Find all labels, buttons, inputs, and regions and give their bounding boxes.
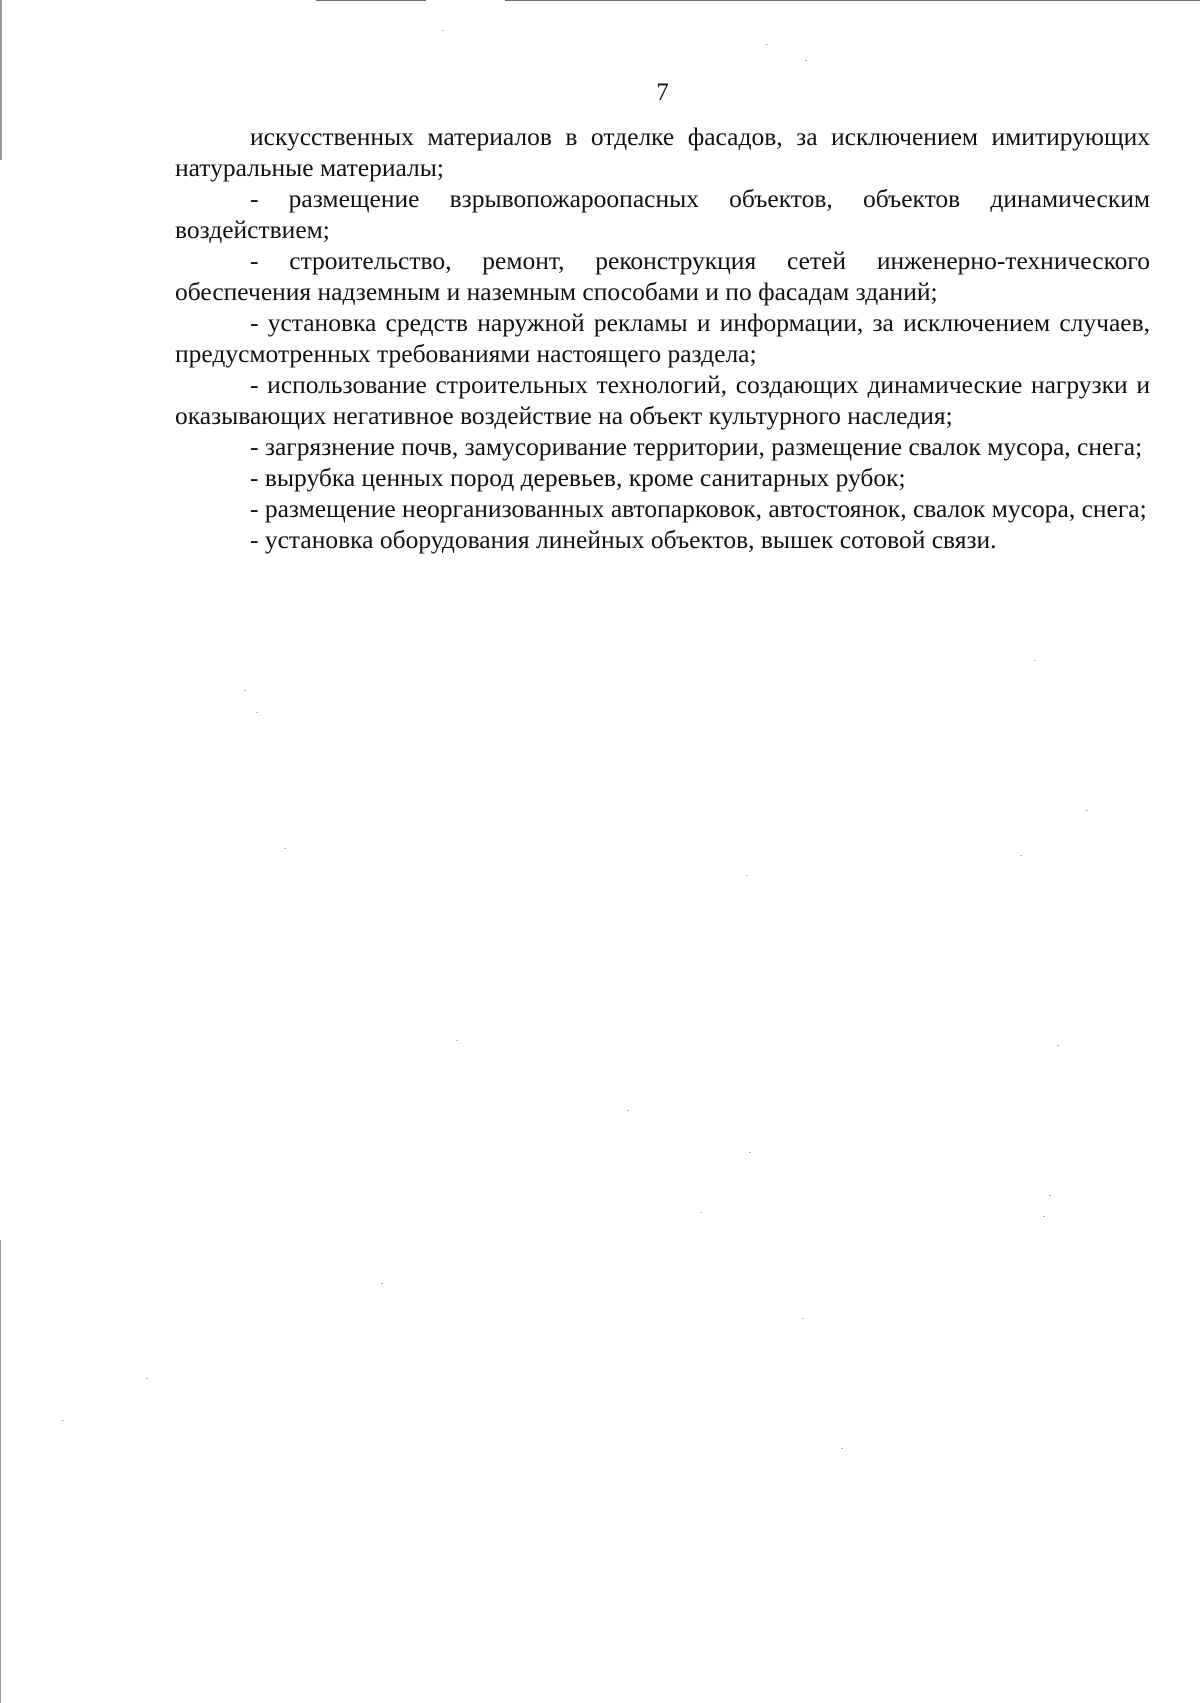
scan-speck bbox=[1020, 855, 1022, 856]
scan-speck bbox=[1086, 810, 1088, 811]
paragraph: - установка средств наружной рекламы и информации, за исключением случаев, предусмотренных требованиями настоящего раздела; bbox=[175, 308, 1150, 368]
paragraph: искусственных материалов в отделке фасадов, за исключением имитирующих натуральные материалы; bbox=[175, 122, 1150, 182]
scan-speck bbox=[146, 1378, 148, 1379]
scan-speck bbox=[802, 1318, 804, 1319]
scan-artifact-line bbox=[316, 0, 426, 1]
paragraph: - использование строительных технологий, создающих динамические нагрузки и оказывающих негативное воздействие на объект культурного наследия; bbox=[175, 370, 1150, 430]
scan-speck bbox=[381, 1283, 383, 1284]
scan-speck bbox=[62, 1420, 64, 1421]
page-number: 7 bbox=[656, 79, 669, 106]
scan-speck bbox=[1057, 1045, 1059, 1046]
scan-speck bbox=[1049, 1195, 1051, 1196]
scan-speck bbox=[442, 30, 444, 31]
scan-speck bbox=[805, 60, 807, 61]
scan-speck bbox=[627, 1110, 629, 1111]
scan-speck bbox=[456, 1040, 458, 1041]
paragraph: - установка оборудования линейных объектов, вышек сотовой связи. bbox=[250, 525, 997, 554]
scan-speck bbox=[766, 44, 768, 45]
paragraph: - строительство, ремонт, реконструкция сетей инженерно-технического обеспечения надземным и наземным способами и по фасадам зданий; bbox=[175, 246, 1150, 306]
scan-speck bbox=[841, 1448, 843, 1449]
scan-speck bbox=[1034, 660, 1036, 661]
scan-speck bbox=[700, 1212, 702, 1213]
paragraph: - размещение неорганизованных автопарковок, автостоянок, свалок мусора, снега; bbox=[250, 494, 1147, 523]
scan-speck bbox=[1043, 1216, 1045, 1217]
paragraph: - загрязнение почв, замусоривание территории, размещение свалок мусора, снега; bbox=[250, 432, 1143, 461]
scan-speck bbox=[749, 1152, 751, 1153]
scan-artifact-edge bbox=[0, 1240, 1, 1703]
paragraph: - размещение взрывопожароопасных объектов, объектов динамическим воздействием; bbox=[175, 184, 1150, 244]
scan-artifact-line bbox=[505, 0, 1200, 1]
scan-speck bbox=[244, 690, 246, 691]
scan-speck bbox=[256, 712, 258, 713]
scan-speck bbox=[284, 848, 286, 849]
document-body bbox=[175, 121, 1150, 555]
paragraph: - вырубка ценных пород деревьев, кроме санитарных рубок; bbox=[250, 463, 906, 492]
scan-speck bbox=[746, 875, 748, 876]
